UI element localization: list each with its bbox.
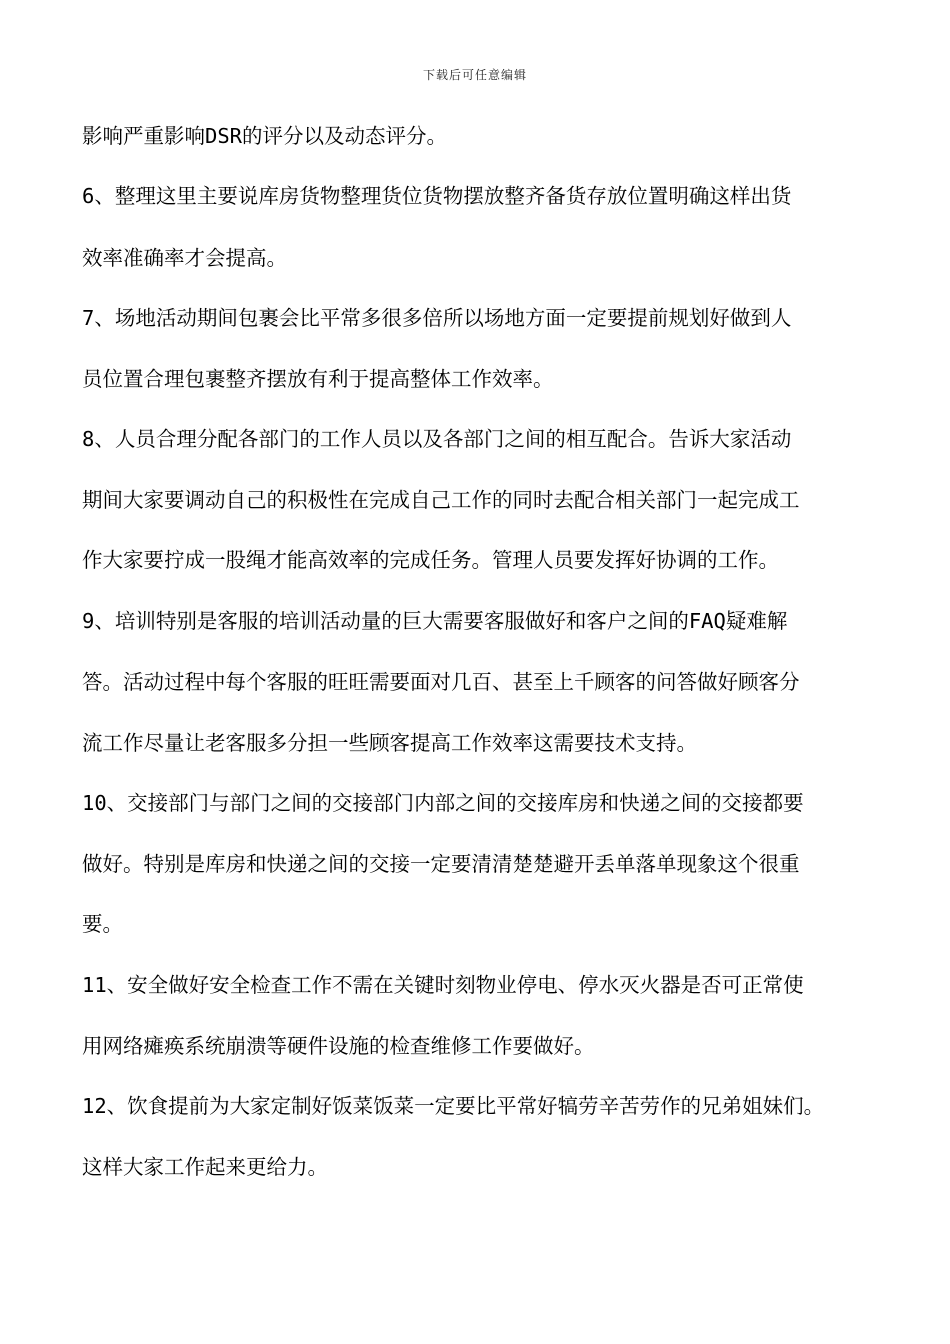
text-line: 这样大家工作起来更给力。 xyxy=(82,1155,328,1179)
text-line: 10、交接部门与部门之间的交接部门内部之间的交接库房和快递之间的交接都要 xyxy=(82,791,804,815)
text-line: 影响严重影响DSR的评分以及动态评分。 xyxy=(82,124,448,148)
text-line: 6、整理这里主要说库房货物整理货位货物摆放整齐备货存放位置明确这样出货 xyxy=(82,184,792,208)
text-line: 要。 xyxy=(82,912,123,936)
text-line: 9、培训特别是客服的培训活动量的巨大需要客服做好和客户之间的FAQ疑难解 xyxy=(82,609,788,633)
text-line: 12、饮食提前为大家定制好饭菜饭菜一定要比平常好犒劳辛苦劳作的兄弟姐妹们。 xyxy=(82,1094,825,1118)
page-header: 下载后可任意编辑 xyxy=(422,68,527,82)
text-line: 员位置合理包裹整齐摆放有利于提高整体工作效率。 xyxy=(82,367,554,391)
text-line: 期间大家要调动自己的积极性在完成自己工作的同时去配合相关部门一起完成工 xyxy=(82,488,800,512)
text-line: 11、安全做好安全检查工作不需在关键时刻物业停电、停水灭火器是否可正常使 xyxy=(82,973,804,997)
text-line: 7、场地活动期间包裹会比平常多很多倍所以场地方面一定要提前规划好做到人 xyxy=(82,306,792,330)
text-line: 流工作尽量让老客服多分担一些顾客提高工作效率这需要技术支持。 xyxy=(82,731,697,755)
text-line: 答。活动过程中每个客服的旺旺需要面对几百、甚至上千顾客的问答做好顾客分 xyxy=(82,670,800,694)
text-line: 效率准确率才会提高。 xyxy=(82,246,287,270)
text-line: 做好。特别是库房和快递之间的交接一定要清清楚楚避开丢单落单现象这个很重 xyxy=(82,852,800,876)
text-line: 8、人员合理分配各部门的工作人员以及各部门之间的相互配合。告诉大家活动 xyxy=(82,427,792,451)
text-line: 用网络瘫痪系统崩溃等硬件设施的检查维修工作要做好。 xyxy=(82,1034,595,1058)
text-line: 作大家要拧成一股绳才能高效率的完成任务。管理人员要发挥好协调的工作。 xyxy=(82,548,779,572)
